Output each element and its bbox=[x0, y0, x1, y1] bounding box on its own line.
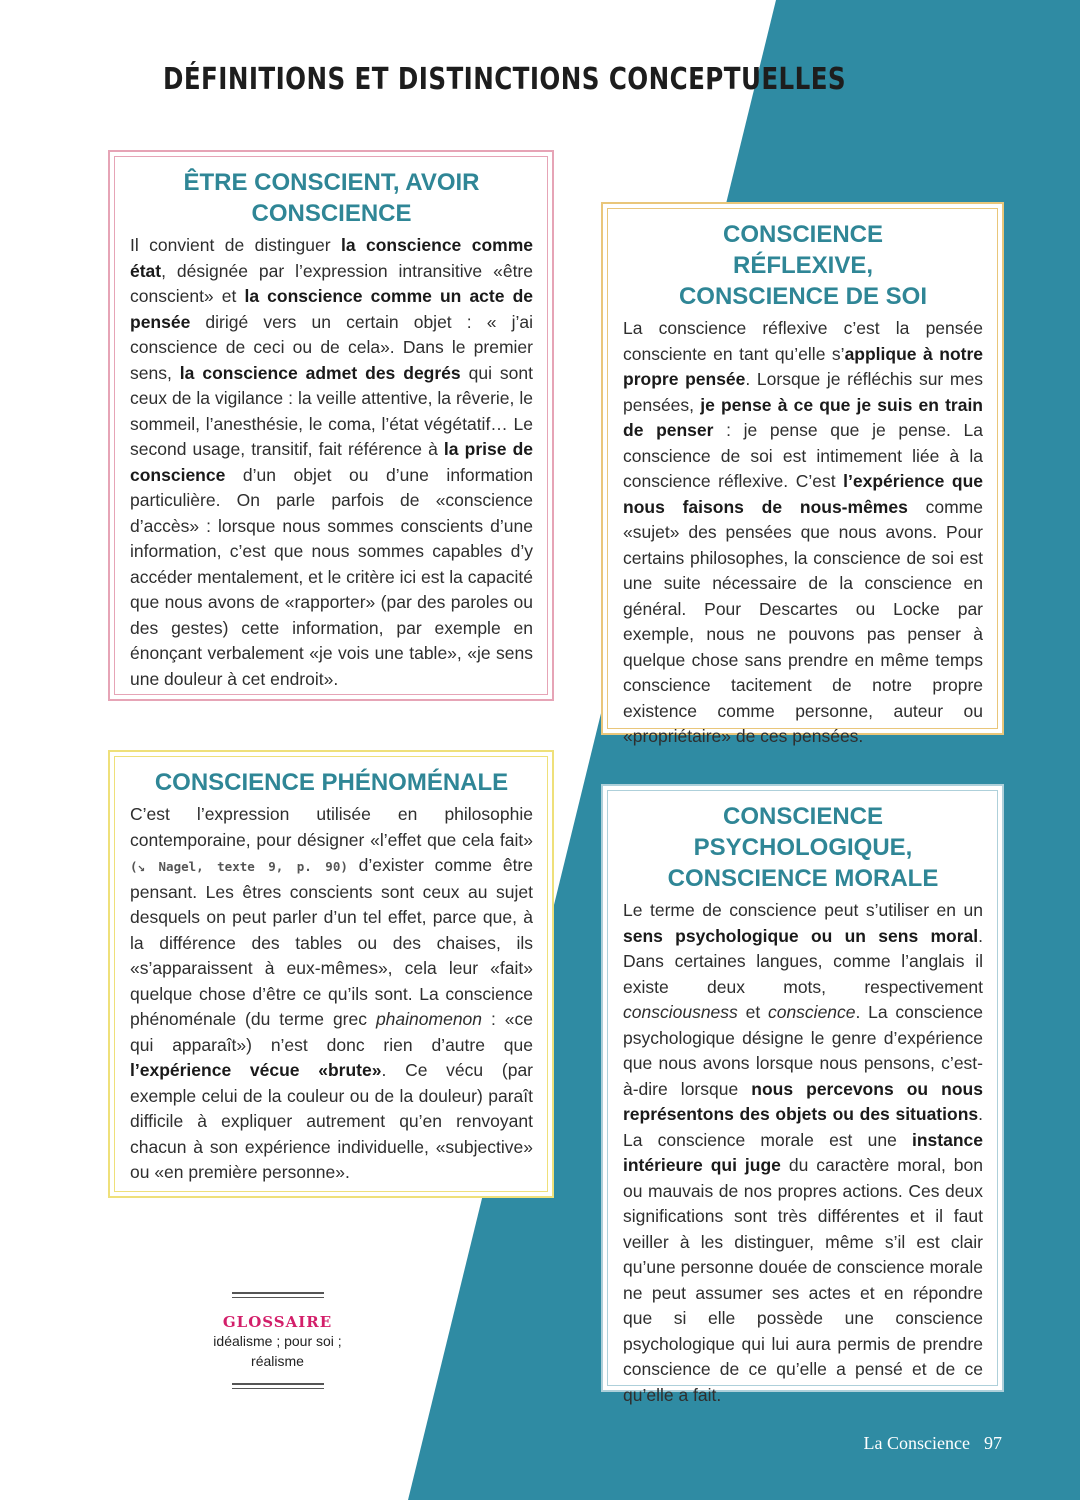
glossary-line: idéalisme ; pour soi ; bbox=[213, 1333, 342, 1349]
box-conscience-phenomenale bbox=[108, 750, 554, 1198]
box-body: Le terme de conscience peut s’utiliser en un sens psychologique ou un sens moral. Dans certaines langues, comme l’anglais il existe deux mots, respectivement consciousness et conscience. La conscience psychologique désigne le genre d’expérience que nous avons lorsque nous pensons, c’est-à-dire lorsque nous percevons ou nous représentons des objets ou des situations. La conscience morale est une instance intérieure qui juge du caractère moral, bon ou mauvais de nos propres actions. Ces deux significations sont très différentes et il faut veiller à les distinguer, même s’il est clair qu’une personne douée de conscience morale ne peut assumer ses actes et en répondre que si elle possède une conscience psychologique qui lui aura permis de prendre conscience de ce qu’elle a pensé et de ce qu’elle a fait. bbox=[623, 900, 983, 1405]
box-conscience-psychologique bbox=[601, 784, 1004, 1405]
page-number: 97 bbox=[984, 1433, 1002, 1453]
page-footer bbox=[864, 1433, 1002, 1454]
box-body: C’est l’expression utilisée en philosophie contemporaine, pour désigner «l’effet que cela fait» (↘ Nagel, texte 9, p. 90) d’exister comme être pensant. Les êtres conscients sont ceux au sujet desquels on peut parler d’un tel effet, parce que, à la différence des tables ou des chaises, ils «s’apparaissent à eux-mêmes», cela leur «fait» quelque chose d’être ce qu’ils sont. La conscience phénoménale (du terme grec phainomenon : «ce qui apparaît») n’est donc rien d’autre que l’expérience vécue «brute». Ce vécu (par exemple celui de la couleur ou de la douleur) paraît difficile à expliquer autrement qu’en renvoyant chacun à son expérience individuelle, «subjective» ou «en première personne». bbox=[130, 804, 534, 1182]
glossary bbox=[205, 1292, 350, 1389]
footer-section: La Conscience bbox=[863, 1433, 970, 1453]
box-title: CONSCIENCE PHÉNOMÉNALE bbox=[154, 769, 509, 796]
box-title: ÊTRE CONSCIENT, AVOIR CONSCIENCE bbox=[183, 169, 480, 227]
box-title: CONSCIENCE RÉFLEXIVE, CONSCIENCE DE SOI bbox=[678, 221, 928, 310]
page-title: DÉFINITIONS ET DISTINCTIONS CONCEPTUELLES bbox=[163, 62, 847, 97]
box-body: La conscience réflexive c’est la pensée consciente en tant qu’elle s’applique à notre propre pensée. Lorsque je réfléchis sur mes pensées, je pense à ce que je suis en train de penser : je pense que je pense. La conscience de soi est intimement liée à la conscience réflexive. C’est l’expérience que nous faisons de nous-mêmes comme «sujet» des pensées que nous avons. Pour certains philosophes, la conscience de soi est une suite nécessaire de la conscience en général. Pour Descartes ou Locke par exemple, nous ne pouvons pas penser à quelque chose sans prendre en même temps conscience tacitement de notre propre existence comme personne, auteur ou «propriétaire» de ces pensées. bbox=[623, 318, 983, 746]
box-etre-conscient bbox=[108, 150, 554, 701]
box-title: CONSCIENCE PSYCHOLOGIQUE, CONSCIENCE MORALE bbox=[667, 803, 939, 892]
glossary-line: réalisme bbox=[251, 1353, 304, 1369]
text-reference: (↘ Nagel, texte 9, p. 90) bbox=[130, 859, 348, 874]
glossary-terms bbox=[205, 1331, 350, 1371]
box-body: Il convient de distinguer la conscience comme état, désignée par l’expression intransitive «être conscient» et la conscience comme un acte de pensée dirigé vers un certain objet : « j’ai conscience de ceci ou de cela». Dans le premier sens, la conscience admet des degrés qui sont ceux de la vigilance : la veille attentive, la rêverie, le sommeil, l’anesthésie, le coma, l’état végétatif… Le second usage, transitif, fait référence à la prise de conscience d’un objet ou d’une information particulière. On parle parfois de «conscience d’accès» : lorsque nous sommes conscients d’une information, c’est que nous sommes capables d’y accéder mentalement, et le critère ici est la capacité que nous avons de «rapporter» (par des paroles ou des gestes) cette information, par exemple en énonçant verbalement «je vois une table», «je sens une douleur à cet endroit». bbox=[130, 235, 533, 689]
divider bbox=[232, 1383, 324, 1389]
divider bbox=[232, 1292, 324, 1298]
glossary-title: GLOSSAIRE bbox=[222, 1313, 333, 1331]
box-conscience-reflexive bbox=[601, 202, 1004, 746]
